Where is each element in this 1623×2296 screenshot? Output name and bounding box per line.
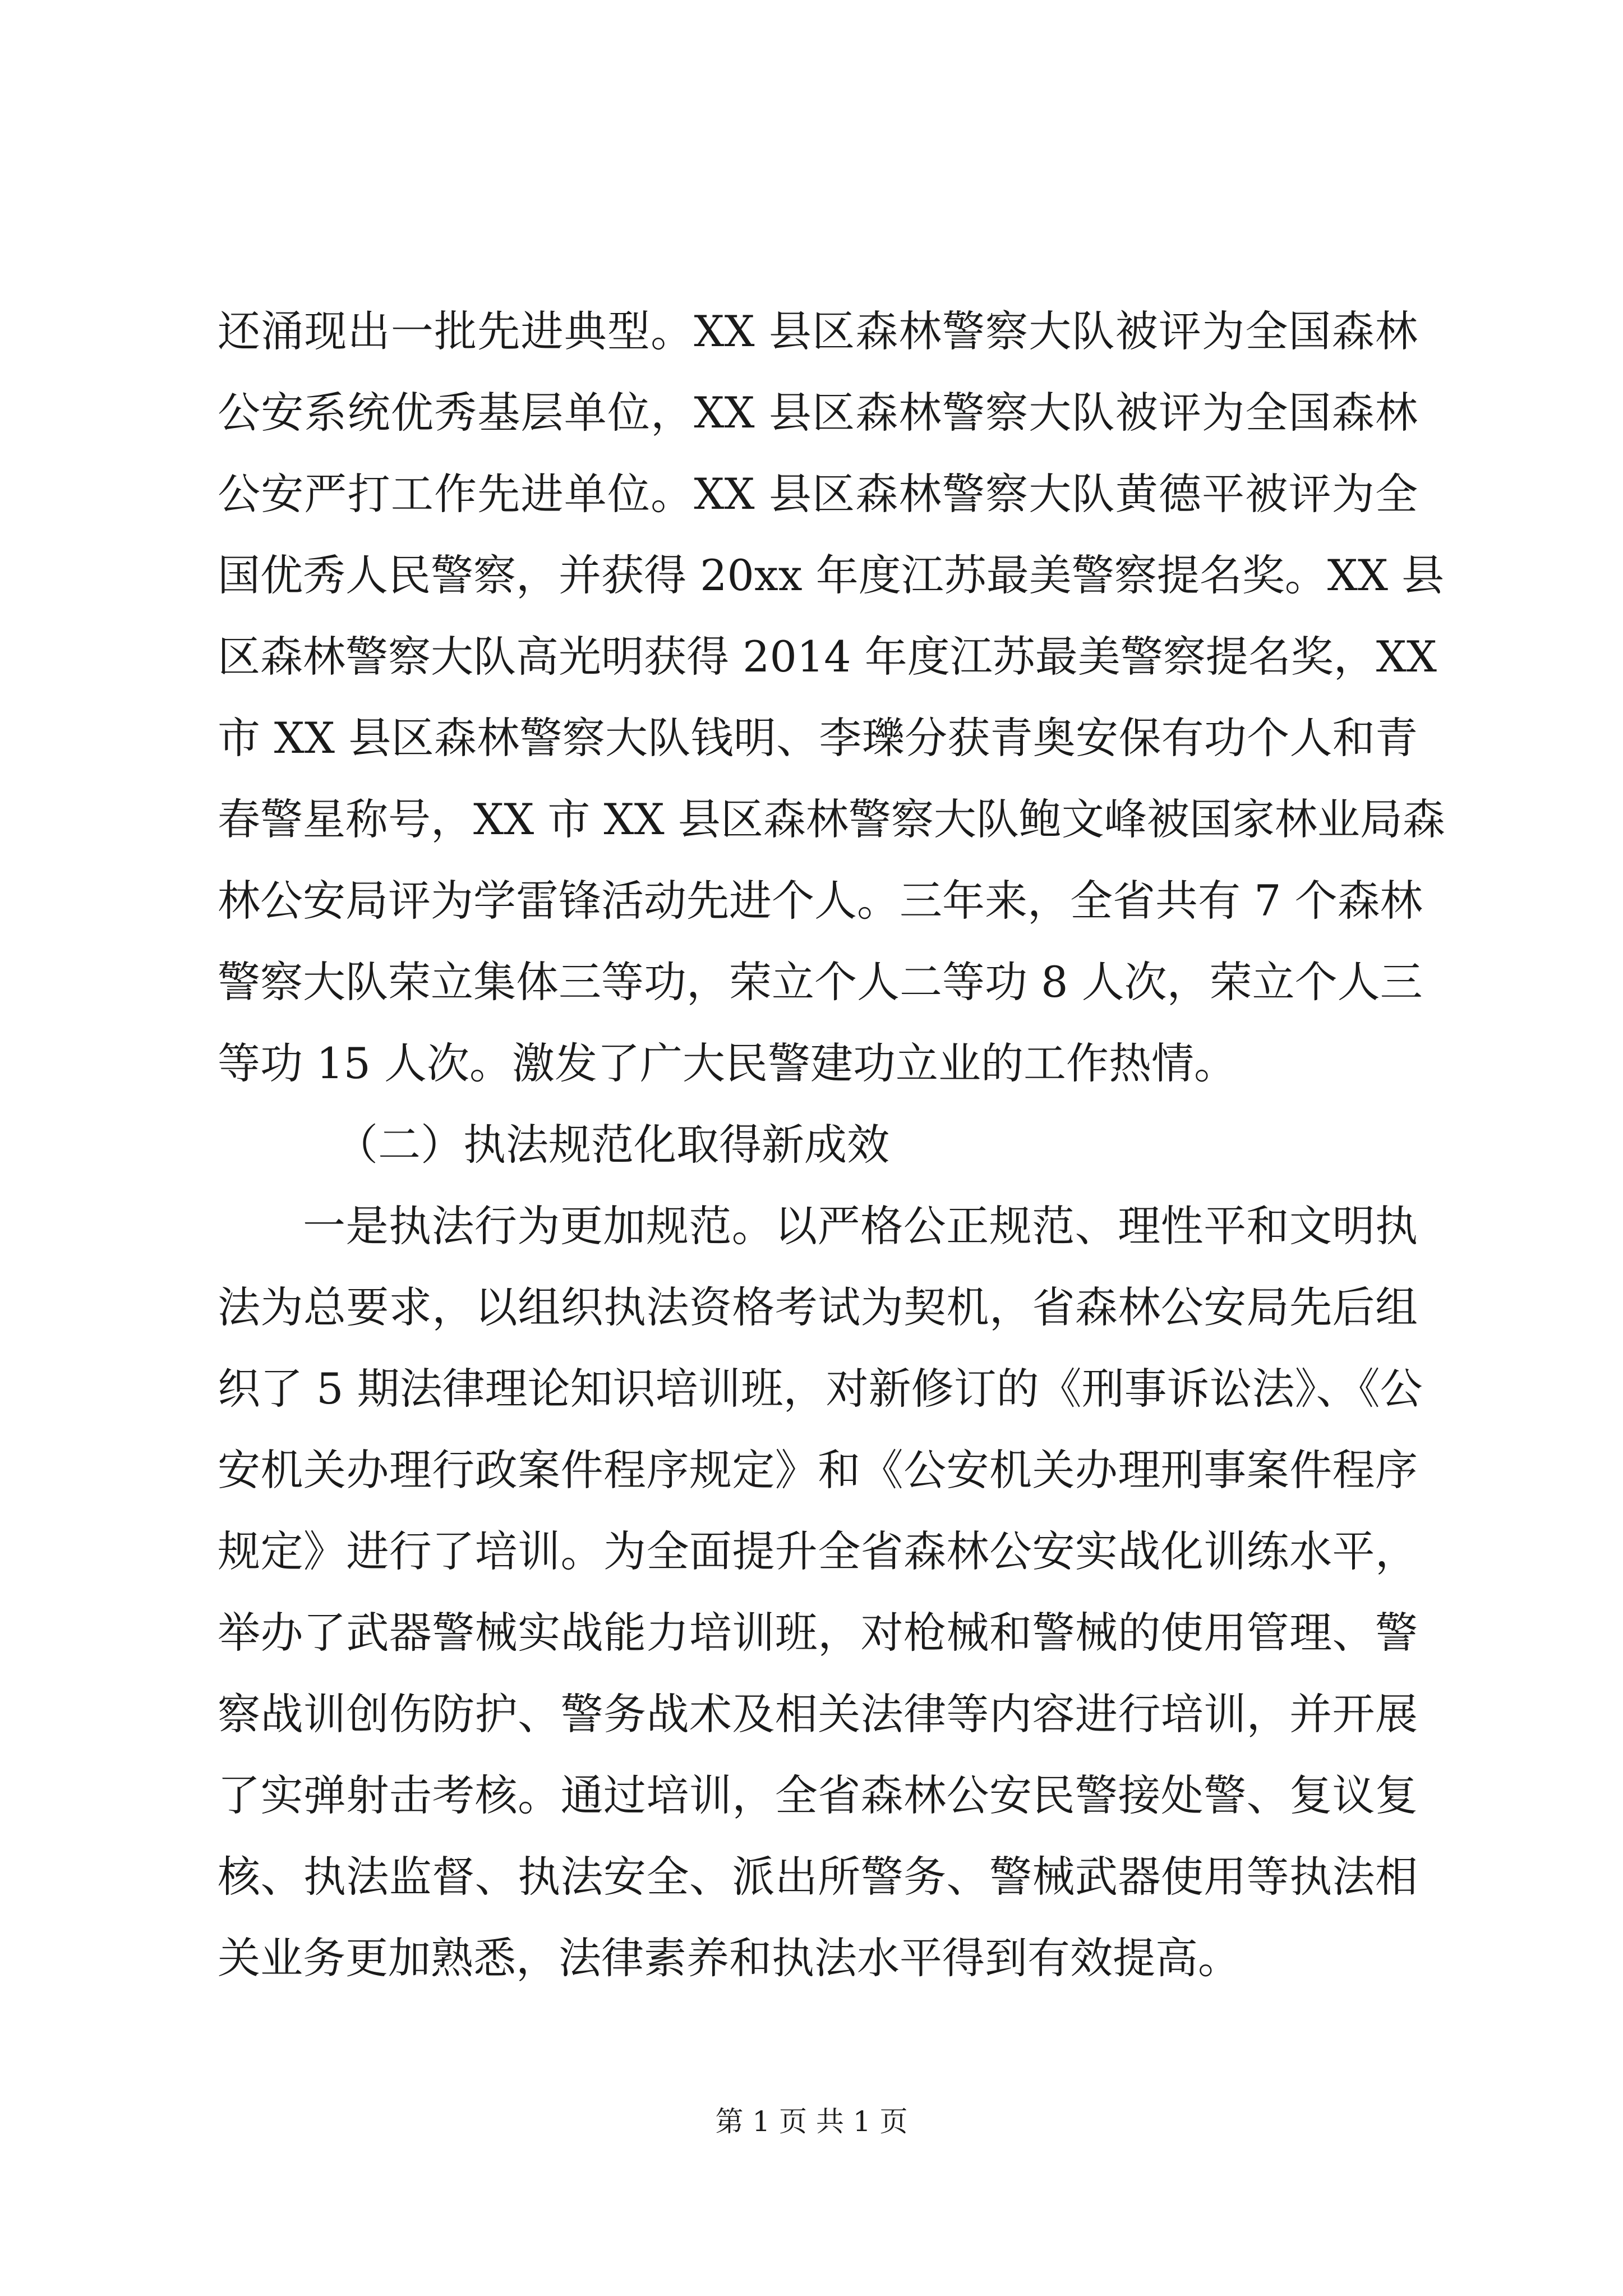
body-line: 安机关办理行政案件程序规定》和《公安机关办理刑事案件程序: [218, 1445, 1418, 1495]
body-line: 春警星称号，XX 市 XX 县区森林警察大队鲍文峰被国家林业局森: [218, 794, 1445, 844]
body-line: 了实弹射击考核。通过培训，全省森林公安民警接处警、复议复: [218, 1770, 1418, 1820]
body-line: 法为总要求，以组织执法资格考试为契机，省森林公安局先后组: [218, 1282, 1418, 1332]
body-line: 还涌现出一批先进典型。XX 县区森林警察大队被评为全国森林: [218, 306, 1418, 356]
document-body: [218, 291, 1445, 1999]
body-line: 一是执法行为更加规范。以严格公正规范、理性平和文明执: [303, 1201, 1418, 1251]
body-line: 公安严打工作先进单位。XX 县区森林警察大队黄德平被评为全: [218, 469, 1418, 519]
body-line: 等功 15 人次。激发了广大民警建功立业的工作热情。: [218, 1038, 1237, 1088]
body-line: 国优秀人民警察，并获得 20xx 年度江苏最美警察提名奖。XX 县: [218, 550, 1445, 600]
body-line: 织了 5 期法律理论知识培训班，对新修订的《刑事诉讼法》、《公: [218, 1364, 1423, 1414]
body-line: 林公安局评为学雷锋活动先进个人。三年来，全省共有 7 个森林: [218, 876, 1423, 926]
body-line: 关业务更加熟悉，法律素养和执法水平得到有效提高。: [218, 1933, 1241, 1983]
body-line: 察战训创伤防护、警务战术及相关法律等内容进行培训，并开展: [218, 1689, 1418, 1739]
body-line: 区森林警察大队高光明获得 2014 年度江苏最美警察提名奖，XX: [218, 632, 1437, 682]
body-line: 规定》进行了培训。为全面提升全省森林公安实战化训练水平，: [218, 1526, 1418, 1576]
section-heading: （二）执法规范化取得新成效: [335, 1120, 889, 1170]
body-line: 警察大队荣立集体三等功，荣立个人二等功 8 人次，荣立个人三: [218, 957, 1423, 1007]
body-line: 公安系统优秀基层单位，XX 县区森林警察大队被评为全国森林: [218, 388, 1418, 438]
page-number-footer: 第 1 页 共 1 页: [715, 2105, 908, 2138]
body-line: 举办了武器警械实战能力培训班，对枪械和警械的使用管理、警: [218, 1608, 1418, 1658]
body-line: 核、执法监督、执法安全、派出所警务、警械武器使用等执法相: [218, 1852, 1418, 1902]
body-line: 市 XX 县区森林警察大队钱明、李瓅分获青奥安保有功个人和青: [218, 713, 1418, 763]
